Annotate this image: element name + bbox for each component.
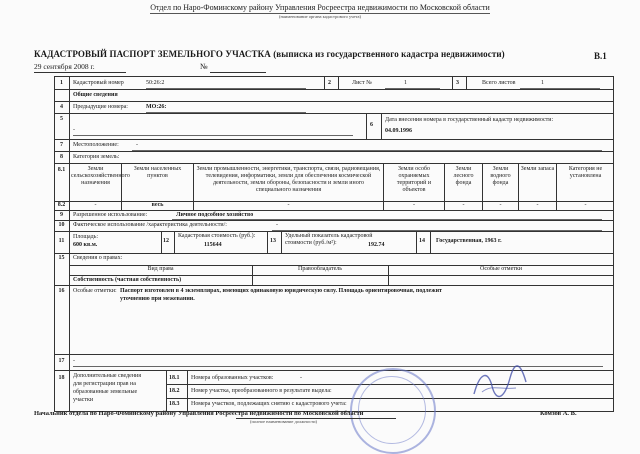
row-divider bbox=[54, 89, 614, 90]
area-value: 600 кв.м. bbox=[73, 242, 98, 248]
category-settlements: Земли населенных пунктов bbox=[133, 166, 182, 179]
footer-position: Начальник отдела по Наро-Фоминскому району Управления Росреестра недвижимости по Московской области bbox=[34, 410, 364, 417]
sheet-label: Лист № bbox=[352, 80, 372, 86]
cell-divider bbox=[482, 163, 483, 210]
org-note: (наименование органа кадастрового учета) bbox=[278, 14, 362, 19]
number-date-value: 04.09.1996 bbox=[385, 128, 412, 134]
additional-info-label-1: Дополнительные сведения bbox=[73, 373, 142, 379]
row-number: 10 bbox=[58, 222, 65, 228]
rights-col-holder: Правообладатель bbox=[298, 266, 342, 272]
row-number: 2 bbox=[328, 80, 331, 86]
signature bbox=[470, 364, 530, 404]
row-number: 14 bbox=[419, 238, 425, 244]
cell-divider bbox=[444, 163, 445, 210]
location-value: - bbox=[136, 142, 138, 148]
value-underline bbox=[73, 135, 353, 136]
category-water-value: - bbox=[499, 202, 502, 208]
separated-plot-label: Номер участка, преобразованного в результате выдела: bbox=[191, 388, 332, 394]
previous-numbers-label: Предыдущие номера: bbox=[73, 104, 128, 110]
row-number: 18.3 bbox=[169, 401, 180, 407]
number-date-label: Дата внесения номера в государственный кадастр недвижимости: bbox=[385, 117, 554, 123]
special-notes-line1: Паспорт изготовлен в 4 экземплярах, имеющих одинаковую юридическую силу. Площадь ориентировочная, подлежит bbox=[120, 288, 442, 294]
ownership-type-value: Государственная, 1963 г. bbox=[436, 238, 502, 244]
row-number: 11 bbox=[58, 238, 65, 244]
additional-info-label-4: участки bbox=[73, 397, 94, 403]
row-divider bbox=[54, 151, 614, 152]
number-underline bbox=[210, 72, 266, 73]
cell-divider bbox=[518, 163, 519, 210]
additional-info-label-3: образованные земельные bbox=[73, 389, 138, 395]
form-code: В.1 bbox=[594, 51, 607, 61]
row-number: 1 bbox=[60, 80, 63, 86]
formed-plots-label: Номера образованных участков: bbox=[191, 375, 274, 381]
specific-value: 192.74 bbox=[368, 242, 385, 248]
rights-col-type: Вид права bbox=[147, 266, 174, 272]
section-general: Общие сведения bbox=[73, 92, 118, 98]
cadastral-value-label: Кадастровая стоимость (руб.): bbox=[178, 233, 256, 239]
permitted-use-value: Личное подсобное хозяйство bbox=[176, 212, 254, 218]
category-water: Земли водного фонда bbox=[490, 166, 511, 186]
formed-plots-value: - bbox=[300, 375, 302, 381]
category-forest: Земли лесного фонда bbox=[453, 166, 474, 186]
cell-divider bbox=[466, 76, 467, 89]
row17-value: - bbox=[73, 358, 75, 364]
cadastral-value: 115644 bbox=[204, 242, 222, 248]
row-number: 18 bbox=[58, 375, 65, 381]
category-reserve-value: - bbox=[536, 202, 539, 208]
value-underline bbox=[132, 150, 602, 151]
row-number: 16 bbox=[58, 288, 65, 294]
cell-divider bbox=[187, 370, 188, 412]
row-number: 5 bbox=[60, 116, 63, 122]
row-number: 18.2 bbox=[169, 388, 180, 394]
actual-use-label: Фактическое использование /характеристика деятельности/: bbox=[73, 222, 227, 228]
number-column-divider bbox=[69, 76, 70, 412]
deregistered-plots-label: Номера участков, подлежащих снятию с кадастрового учета: bbox=[191, 401, 347, 407]
row-divider bbox=[54, 285, 614, 286]
cell-divider bbox=[338, 76, 339, 89]
cell-divider bbox=[381, 113, 382, 139]
row-number: 13 bbox=[270, 238, 276, 244]
cadastral-number-label: Кадастровый номер bbox=[73, 80, 124, 86]
value-underline bbox=[272, 230, 602, 231]
row-number: 15 bbox=[58, 255, 65, 261]
category-forest-value: - bbox=[462, 202, 465, 208]
row-number: 8.2 bbox=[57, 202, 66, 208]
category-protected-value: - bbox=[413, 202, 415, 208]
value-underline bbox=[146, 112, 306, 113]
document-date: 29 сентября 2008 г. bbox=[34, 62, 95, 71]
total-sheets-label: Всего листов bbox=[482, 80, 516, 86]
category-agricultural: Земли сельскохозяйственного назначения bbox=[71, 166, 130, 186]
category-not-set: Категория не установлена bbox=[568, 166, 603, 179]
cell-divider bbox=[267, 231, 268, 253]
cell-divider bbox=[166, 370, 167, 412]
sheet-value: 1 bbox=[404, 80, 407, 86]
footer-name: Комзов А. В. bbox=[540, 410, 577, 417]
org-name: Отдел по Наро-Фоминскому району Управления Росреестра недвижимости по Московской области bbox=[150, 3, 490, 12]
cell-divider bbox=[324, 76, 325, 89]
specific-value-label: Удельный показатель кадастровой стоимости (руб./м²): bbox=[285, 233, 373, 246]
cadastral-number-value: 50:26:2 bbox=[146, 80, 165, 86]
row-number: 3 bbox=[456, 80, 459, 86]
row-divider bbox=[54, 101, 614, 102]
value-underline bbox=[385, 88, 440, 89]
category-industry-value: - bbox=[287, 202, 290, 208]
row-divider bbox=[54, 253, 614, 254]
row-divider bbox=[54, 113, 614, 114]
official-stamp-inner bbox=[358, 376, 426, 444]
cell-divider bbox=[383, 163, 384, 210]
row-number: 7 bbox=[60, 142, 63, 148]
previous-numbers-value: МО:26: bbox=[146, 104, 167, 110]
category-protected: Земли особо охраняемых территорий и объектов bbox=[396, 166, 432, 193]
total-sheets-value: 1 bbox=[541, 80, 544, 86]
value-underline bbox=[146, 88, 306, 89]
category-settlements-value: весь bbox=[151, 202, 164, 208]
row5-value: - bbox=[73, 127, 75, 133]
additional-info-label-2: для регистрации прав на bbox=[73, 381, 136, 387]
row-divider bbox=[54, 231, 614, 232]
special-notes-label: Особые отметки: bbox=[73, 288, 117, 294]
cell-divider bbox=[161, 231, 162, 253]
cell-divider bbox=[556, 163, 557, 210]
cell-divider bbox=[174, 231, 175, 253]
row-divider bbox=[54, 210, 614, 211]
row-number: 6 bbox=[370, 122, 373, 128]
location-label: Местоположение: bbox=[73, 142, 119, 148]
date-underline bbox=[34, 72, 126, 73]
row-number: 8.1 bbox=[57, 167, 66, 173]
cell-divider bbox=[281, 231, 282, 253]
value-underline bbox=[172, 219, 602, 220]
rights-table-divider bbox=[69, 275, 614, 276]
land-category-label: Категория земель: bbox=[73, 154, 120, 160]
row-number: 4 bbox=[60, 104, 63, 110]
row-number: 9 bbox=[60, 212, 63, 218]
cell-divider bbox=[430, 231, 431, 253]
cell-divider bbox=[366, 113, 367, 139]
cell-divider bbox=[193, 163, 194, 210]
number-label: № bbox=[200, 62, 208, 71]
row-divider bbox=[54, 354, 614, 355]
actual-use-value: - bbox=[276, 222, 278, 228]
cell-divider bbox=[121, 163, 122, 210]
row-number: 12 bbox=[163, 238, 169, 244]
row-divider bbox=[54, 139, 614, 140]
row-number: 18.1 bbox=[169, 375, 180, 381]
rights-col-notes: Особые отметки bbox=[480, 266, 522, 272]
row-divider bbox=[54, 220, 614, 221]
category-industry: Земли промышленности, энергетики, транспорта, связи, радиовещания, телевидения, информатики, земли для обеспечения космической деятельности, земли обороны, безопасности и земли иного специального назначения bbox=[196, 166, 381, 193]
row-number: 8 bbox=[60, 154, 63, 160]
special-notes-line2: уточнению при межевании. bbox=[120, 296, 195, 302]
category-not-set-value: - bbox=[584, 202, 587, 208]
footer-note: (полное наименование должности) bbox=[250, 419, 317, 424]
rights-type-value: Собственность (частная собственность) bbox=[73, 277, 182, 283]
category-reserve: Земли запаса bbox=[520, 166, 555, 172]
row-number: 17 bbox=[58, 358, 65, 364]
row-divider bbox=[54, 370, 614, 371]
value-underline bbox=[520, 88, 600, 89]
document-title: КАДАСТРОВЫЙ ПАСПОРТ ЗЕМЕЛЬНОГО УЧАСТКА (выписка из государственного кадастра недвижимости) bbox=[34, 49, 505, 59]
rights-label: Сведения о правах: bbox=[73, 255, 123, 261]
row-divider bbox=[54, 163, 614, 164]
category-agricultural-value: - bbox=[94, 202, 97, 208]
permitted-use-label: Разрешенное использование: bbox=[73, 212, 148, 218]
cell-divider bbox=[452, 76, 453, 89]
cell-divider bbox=[416, 231, 417, 253]
area-label: Площадь: bbox=[73, 234, 99, 240]
